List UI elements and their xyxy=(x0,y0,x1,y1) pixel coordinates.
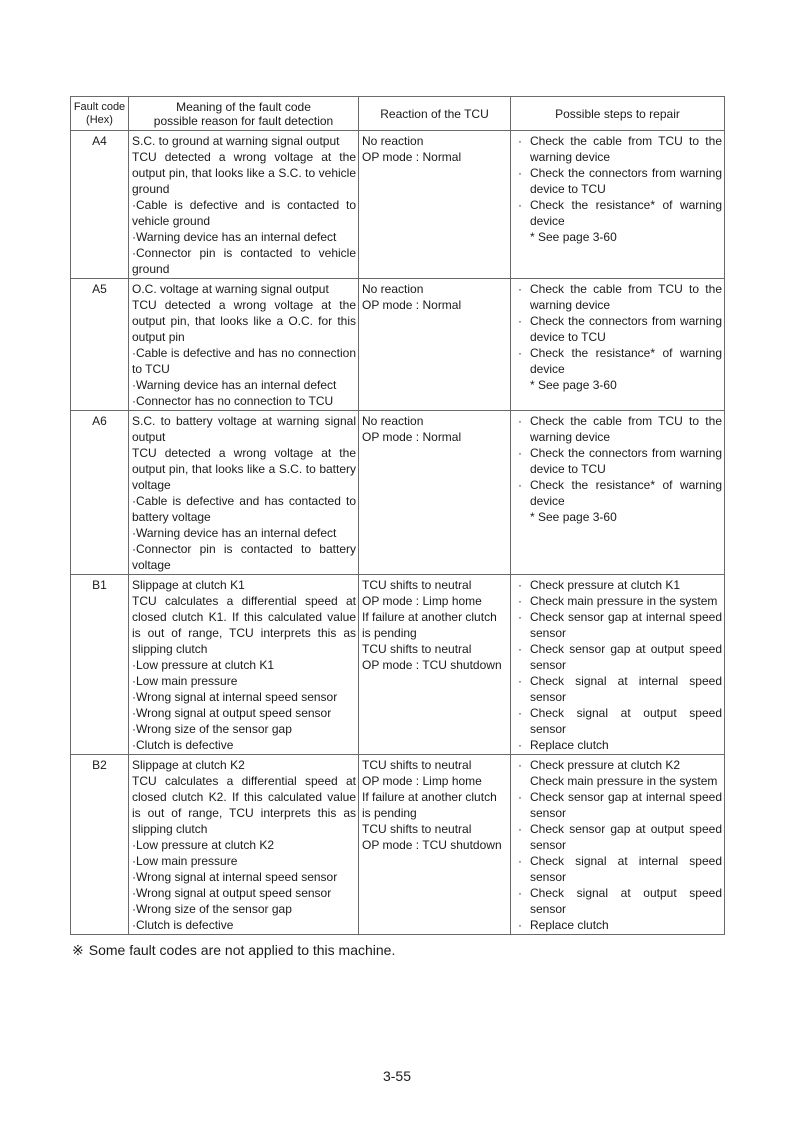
repair-step-text: * See page 3-60 xyxy=(530,510,617,524)
bullet-icon: · xyxy=(518,886,522,900)
bullet-icon: · xyxy=(518,446,522,460)
reference-mark-icon: ※ xyxy=(72,942,84,958)
repair-step-text: Check signal at internal speed sensor xyxy=(530,854,722,884)
bullet-icon: · xyxy=(518,610,522,624)
bullet-icon: · xyxy=(518,478,522,492)
repair-step xyxy=(514,609,722,641)
repair-step-text: Check the connectors from warning device to TCU xyxy=(530,446,722,476)
reaction-line: OP mode : Limp home xyxy=(362,594,482,608)
fault-code-cell: A6 xyxy=(71,411,129,575)
repair-step xyxy=(514,477,722,509)
repair-step-text: Check signal at internal speed sensor xyxy=(530,674,722,704)
reaction-line: OP mode : Normal xyxy=(362,150,462,164)
bullet-icon: · xyxy=(518,314,522,328)
meaning-cell xyxy=(129,131,359,279)
repair-step xyxy=(514,345,722,377)
reaction-line: OP mode : Limp home xyxy=(362,774,482,788)
repair-step-text: Check sensor gap at internal speed sensor xyxy=(530,610,722,640)
repair-steps-cell xyxy=(511,411,725,575)
meaning-line: O.C. voltage at warning signal output xyxy=(132,282,329,296)
reaction-line: OP mode : TCU shutdown xyxy=(362,838,502,852)
bullet-icon: · xyxy=(518,166,522,180)
bullet-icon: · xyxy=(518,854,522,868)
fault-code-cell: A4 xyxy=(71,131,129,279)
repair-step xyxy=(514,577,722,593)
meaning-line: TCU detected a wrong voltage at the output pin, that looks like a O.C. for this output pin xyxy=(132,298,356,344)
reaction-line: TCU shifts to neutral xyxy=(362,758,472,772)
bullet-icon xyxy=(514,229,530,245)
table-row xyxy=(71,575,725,755)
meaning-line: TCU detected a wrong voltage at the output pin, that looks like a S.C. to vehicle ground xyxy=(132,150,356,196)
repair-steps-cell xyxy=(511,755,725,935)
table-row xyxy=(71,279,725,411)
reaction-line: OP mode : TCU shutdown xyxy=(362,658,502,672)
repair-step-text: Check signal at output speed sensor xyxy=(530,706,722,736)
repair-step xyxy=(514,509,722,525)
reaction-cell xyxy=(359,755,511,935)
repair-steps-cell xyxy=(511,575,725,755)
bullet-icon: · xyxy=(518,674,522,688)
fault-code-table xyxy=(70,96,725,935)
meaning-line: ·Clutch is defective xyxy=(132,738,234,752)
reaction-line: No reaction xyxy=(362,282,424,296)
reaction-line: If failure at another clutch is pending xyxy=(362,790,497,820)
meaning-line: ·Clutch is defective xyxy=(132,918,234,932)
bullet-icon: · xyxy=(518,198,522,212)
header-reaction: Reaction of the TCU xyxy=(359,97,511,131)
meaning-line: TCU calculates a differential speed at closed clutch K1. If this calculated value is out of range, TCU interprets this as slipping clutch xyxy=(132,594,356,656)
header-fault-code: Fault code (Hex) xyxy=(71,97,129,131)
repair-step-text: Check main pressure in the system xyxy=(530,774,718,788)
meaning-line: TCU calculates a differential speed at closed clutch K2. If this calculated value is out of range, TCU interprets this as slipping clutch xyxy=(132,774,356,836)
meaning-line: ·Cable is defective and has contacted to battery voltage xyxy=(132,494,356,524)
repair-step-text: Check the cable from TCU to the warning device xyxy=(530,134,722,164)
repair-step-text: Check the cable from TCU to the warning device xyxy=(530,414,722,444)
repair-step xyxy=(514,413,722,445)
meaning-cell xyxy=(129,575,359,755)
reaction-cell xyxy=(359,279,511,411)
meaning-line: Slippage at clutch K2 xyxy=(132,758,245,772)
fault-code-cell: A5 xyxy=(71,279,129,411)
bullet-icon: · xyxy=(518,642,522,656)
meaning-line: ·Low pressure at clutch K2 xyxy=(132,838,275,852)
repair-step-text: Check the connectors from warning device to TCU xyxy=(530,166,722,196)
repair-steps-cell xyxy=(511,279,725,411)
meaning-line: ·Warning device has an internal defect xyxy=(132,230,337,244)
meaning-line: ·Warning device has an internal defect xyxy=(132,526,337,540)
fault-code-cell: B2 xyxy=(71,755,129,935)
reaction-cell xyxy=(359,411,511,575)
repair-step xyxy=(514,821,722,853)
repair-step xyxy=(514,773,722,789)
table-row xyxy=(71,131,725,279)
meaning-line: ·Low main pressure xyxy=(132,674,238,688)
repair-step xyxy=(514,917,722,933)
repair-step-text: Check the resistance* of warning device xyxy=(530,346,722,376)
reaction-cell xyxy=(359,131,511,279)
repair-steps-cell xyxy=(511,131,725,279)
repair-step xyxy=(514,789,722,821)
meaning-line: S.C. to battery voltage at warning signal output xyxy=(132,414,356,444)
repair-step-text: Check the resistance* of warning device xyxy=(530,478,722,508)
bullet-icon: · xyxy=(518,918,522,932)
repair-step-text: Check the cable from TCU to the warning device xyxy=(530,282,722,312)
repair-step-text: Check the connectors from warning device to TCU xyxy=(530,314,722,344)
bullet-icon xyxy=(514,377,530,393)
table-body xyxy=(71,131,725,935)
bullet-icon: · xyxy=(518,346,522,360)
bullet-icon: · xyxy=(518,790,522,804)
meaning-line: Slippage at clutch K1 xyxy=(132,578,245,592)
bullet-icon xyxy=(514,509,530,525)
repair-step-text: Check pressure at clutch K1 xyxy=(530,578,681,592)
repair-step xyxy=(514,757,722,773)
repair-step-text: * See page 3-60 xyxy=(530,378,617,392)
repair-step xyxy=(514,133,722,165)
meaning-cell xyxy=(129,411,359,575)
repair-step-text: Replace clutch xyxy=(530,738,609,752)
repair-step xyxy=(514,673,722,705)
repair-step xyxy=(514,705,722,737)
meaning-line: ·Low pressure at clutch K1 xyxy=(132,658,275,672)
page-number: 3-55 xyxy=(382,1068,412,1084)
bullet-icon: · xyxy=(518,594,522,608)
table-row xyxy=(71,755,725,935)
reaction-line: No reaction xyxy=(362,414,424,428)
table-header-row xyxy=(71,97,725,131)
repair-step-text: Check the resistance* of warning device xyxy=(530,198,722,228)
repair-step xyxy=(514,885,722,917)
header-repair-steps: Possible steps to repair xyxy=(511,97,725,131)
bullet-icon: · xyxy=(518,822,522,836)
meaning-line: ·Connector has no connection to TCU xyxy=(132,394,334,408)
repair-step xyxy=(514,853,722,885)
repair-step-text: Check sensor gap at output speed sensor xyxy=(530,642,722,672)
footnote xyxy=(72,941,395,959)
repair-step xyxy=(514,197,722,229)
repair-step-text: Check sensor gap at output speed sensor xyxy=(530,822,722,852)
meaning-line: ·Connector pin is contacted to vehicle ground xyxy=(132,246,356,276)
meaning-line: ·Wrong size of the sensor gap xyxy=(132,902,292,916)
meaning-line: ·Wrong size of the sensor gap xyxy=(132,722,292,736)
meaning-line: ·Wrong signal at internal speed sensor xyxy=(132,690,338,704)
meaning-line: ·Wrong signal at output speed sensor xyxy=(132,706,332,720)
bullet-icon: · xyxy=(518,414,522,428)
reaction-line: TCU shifts to neutral xyxy=(362,822,472,836)
repair-step xyxy=(514,377,722,393)
reaction-line: No reaction xyxy=(362,134,424,148)
meaning-line: ·Cable is defective and is contacted to vehicle ground xyxy=(132,198,356,228)
meaning-line: ·Connector pin is contacted to battery voltage xyxy=(132,542,356,572)
bullet-icon xyxy=(514,773,530,789)
repair-step xyxy=(514,737,722,753)
repair-step-text: Check main pressure in the system xyxy=(530,594,718,608)
meaning-line: ·Low main pressure xyxy=(132,854,238,868)
repair-step xyxy=(514,313,722,345)
bullet-icon: · xyxy=(518,578,522,592)
meaning-cell xyxy=(129,279,359,411)
repair-step xyxy=(514,165,722,197)
repair-step-text: Check pressure at clutch K2 xyxy=(530,758,681,772)
meaning-cell xyxy=(129,755,359,935)
table-row xyxy=(71,411,725,575)
repair-step-text: * See page 3-60 xyxy=(530,230,617,244)
repair-step xyxy=(514,281,722,313)
reaction-line: TCU shifts to neutral xyxy=(362,642,472,656)
bullet-icon: · xyxy=(518,758,522,772)
reaction-line: If failure at another clutch is pending xyxy=(362,610,497,640)
reaction-line: OP mode : Normal xyxy=(362,430,462,444)
repair-step xyxy=(514,641,722,673)
bullet-icon: · xyxy=(518,134,522,148)
meaning-line: TCU detected a wrong voltage at the output pin, that looks like a S.C. to battery voltage xyxy=(132,446,356,492)
meaning-line: S.C. to ground at warning signal output xyxy=(132,134,340,148)
footnote-text: Some fault codes are not applied to this machine. xyxy=(88,942,396,958)
meaning-line: ·Wrong signal at internal speed sensor xyxy=(132,870,338,884)
repair-step-text: Replace clutch xyxy=(530,918,609,932)
reaction-cell xyxy=(359,575,511,755)
meaning-line: ·Cable is defective and has no connection to TCU xyxy=(132,346,356,376)
bullet-icon: · xyxy=(518,282,522,296)
reaction-line: OP mode : Normal xyxy=(362,298,462,312)
repair-step xyxy=(514,229,722,245)
repair-step-text: Check sensor gap at internal speed sensor xyxy=(530,790,722,820)
meaning-line: ·Warning device has an internal defect xyxy=(132,378,337,392)
repair-step-text: Check signal at output speed sensor xyxy=(530,886,722,916)
header-meaning: Meaning of the fault code possible reason for fault detection xyxy=(129,97,359,131)
meaning-line: ·Wrong signal at output speed sensor xyxy=(132,886,332,900)
repair-step xyxy=(514,445,722,477)
bullet-icon: · xyxy=(518,738,522,752)
reaction-line: TCU shifts to neutral xyxy=(362,578,472,592)
bullet-icon: · xyxy=(518,706,522,720)
fault-code-cell: B1 xyxy=(71,575,129,755)
repair-step xyxy=(514,593,722,609)
